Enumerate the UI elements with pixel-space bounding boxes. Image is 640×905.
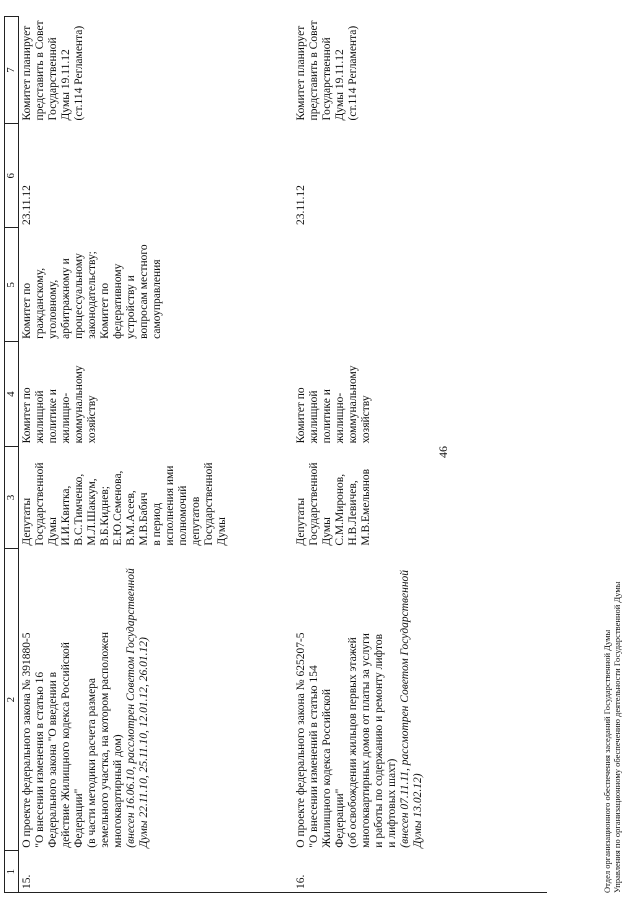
- bill-title: О проекте федерального закона № 391880-5 "О внесении изменения в статью 16 Федерального закона "О введении в действие Жилищного кодекса Российской Федерации" (в части методики расчета размера земельного участка, на котором расположен многоквартирный дом): [21, 631, 124, 848]
- bill-note: (внесен 16.06.10, рассмотрен Советом Государственной Думы 22.11.10, 25.11.10, 12.01.12, 26.01.12): [125, 568, 150, 848]
- planned-date: 23.11.12: [295, 185, 307, 225]
- bill-cell: [19, 549, 294, 851]
- bills-table: [4, 16, 547, 893]
- column-header: 2: [5, 549, 19, 851]
- lead-committee: Комитет по жилищной политике и жилищно- коммунальному хозяйству: [295, 365, 372, 444]
- column-header: 7: [5, 17, 19, 124]
- committee-plan: Комитет планирует представить в Совет Государственной Думы 19.11.12 (ст.114 Регламента): [21, 20, 85, 121]
- co-committees: Комитет по гражданскому, уголовному, арбитражному и процессуальному законодательству; Комитет по федеративному устройству и вопросам местного самоуправления: [21, 244, 163, 339]
- bill-cell: [293, 549, 547, 851]
- column-header: 1: [5, 851, 19, 893]
- column-header: 4: [5, 342, 19, 447]
- row-number: 16.: [293, 851, 547, 893]
- header-row: [5, 17, 19, 893]
- column-header: 6: [5, 123, 19, 228]
- footer-line: Управления по организационному обеспечению деятельности Государственной Думы: [612, 581, 622, 893]
- column-header: 5: [5, 228, 19, 342]
- bill-authors: Депутаты Государственной Думы И.И.Квитка, В.С.Тимченко, М.Л.Шаккум, В.Б.Киднев; Е.Ю.Семенова, В.М.Асеев, М.В.Бабич в период исполнения ими полномочий депутатов Государственной Думы: [21, 462, 228, 546]
- page-number: 46: [436, 446, 450, 458]
- column-header: 3: [5, 446, 19, 548]
- footer: [602, 582, 622, 893]
- table-row: [19, 17, 294, 893]
- footer-line: Отдел организационного обеспечения заседаний Государственной Думы: [602, 629, 612, 893]
- bill-note: (внесен 07.11.11, рассмотрен Советом Государственной Думы 13.02.12): [399, 569, 424, 848]
- committee-plan: Комитет планирует представить в Совет Государственной Думы 19.11.12 (ст.114 Регламента): [295, 20, 359, 121]
- planned-date: 23.11.12: [21, 185, 33, 225]
- row-number: 15.: [19, 851, 294, 893]
- lead-committee: Комитет по жилищной политике и жилищно- коммунальному хозяйству: [21, 365, 98, 444]
- bill-title: О проекте федерального закона № 625207-5 "О внесении изменений в статью 154 Жилищного кодекса Российской Федерации" (об освобождении жильцов первых этажей многоквартирных домов от платы за услуги и работы по содержанию и ремонту лифтов и лифтовых шахт): [295, 632, 398, 848]
- table-row: [293, 17, 547, 893]
- bill-authors: Депутаты Государственной Думы С.М.Миронов, Н.В.Левичев, М.В.Емельянов: [295, 462, 372, 546]
